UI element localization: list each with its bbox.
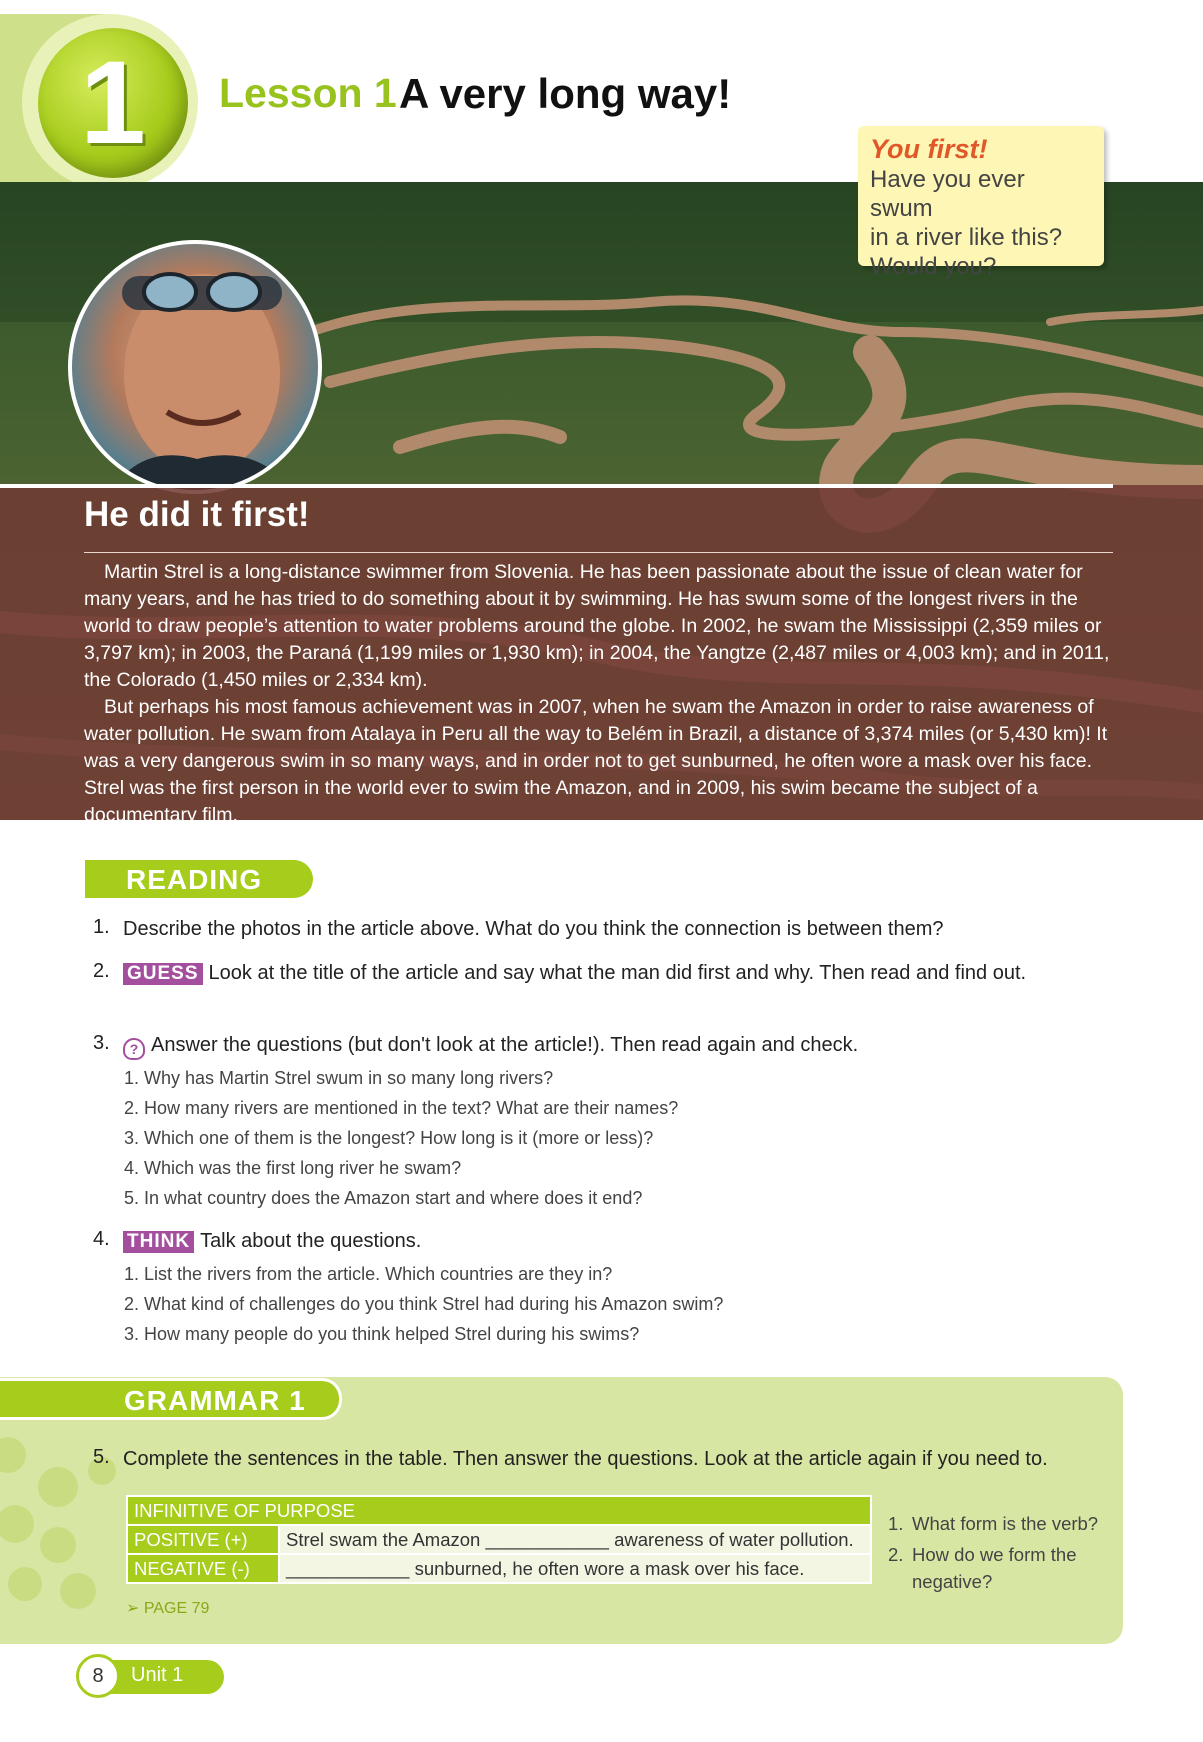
table-row	[127, 1554, 871, 1583]
list-item-number: 1.	[124, 1068, 140, 1088]
question-1	[93, 916, 1103, 946]
question-number: 4.	[93, 1228, 110, 1250]
article-divider	[0, 484, 1113, 488]
question-text: Talk about the questions.	[200, 1230, 422, 1252]
question-text: Answer the questions (but don't look at the article!). Then read again and check.	[151, 1034, 859, 1056]
list-item	[124, 1068, 1024, 1098]
guess-tag: GUESS	[123, 963, 203, 985]
list-item-number: 1.	[124, 1264, 140, 1284]
list-item	[124, 1264, 1024, 1294]
page-number: 8	[76, 1654, 120, 1698]
you-first-line: Would you?	[870, 253, 997, 280]
grammar-section-tab: GRAMMAR 1	[0, 1378, 342, 1420]
question-text: Look at the title of the article and say what the man did first and why. Then read and find out.	[208, 962, 1027, 984]
question-body	[123, 960, 1083, 987]
memory-head-icon: ?	[123, 1038, 145, 1060]
list-item	[124, 1188, 1024, 1218]
list-item-number: 4.	[124, 1158, 140, 1178]
you-first-line: in a river like this?	[870, 224, 1063, 251]
list-item	[124, 1098, 1024, 1128]
you-first-box	[858, 126, 1104, 280]
table-row	[127, 1525, 871, 1554]
arrow-circle-icon: ➢	[126, 1600, 140, 1617]
list-item-text: How do we form the negative?	[912, 1544, 1077, 1592]
infinitive-of-purpose-table	[126, 1495, 872, 1584]
row-label: NEGATIVE (-)	[127, 1554, 279, 1583]
list-item-number: 2.	[124, 1098, 140, 1118]
list-item-number: 2.	[124, 1294, 140, 1314]
you-first-title: You first!	[870, 134, 988, 164]
list-item	[124, 1294, 1024, 1324]
article-paragraph: But perhaps his most famous achievement was in 2007, when he swam the Amazon in order to raise awareness of water pollution. He swam from Atalaya in Peru all the way to Belém in Brazil, a distance of 3,374 miles (or 5,430 km)! It was a very dangerous swim in so many ways, and in order not to get sunburned, he often wore a mask over his face. Strel was the first person in the world ever to swim the Amazon, and in 2009, his swim became the subject of a documentary film.	[84, 696, 1108, 826]
question-number: 1.	[93, 916, 110, 938]
question-number: 2.	[93, 960, 110, 982]
list-item-text: What kind of challenges do you think Strel had during his Amazon swim?	[144, 1294, 724, 1314]
footer-unit-label: Unit 1	[131, 1664, 184, 1686]
list-item-number: 5.	[124, 1188, 140, 1208]
list-item-text: Which was the first long river he swam?	[144, 1158, 462, 1178]
row-label: POSITIVE (+)	[127, 1525, 279, 1554]
lesson-label: Lesson 1	[219, 70, 397, 116]
list-item	[124, 1128, 1024, 1158]
list-item	[124, 1158, 1024, 1188]
question-body	[123, 1228, 1083, 1255]
question-number: 3.	[93, 1032, 110, 1054]
think-tag: THINK	[123, 1231, 194, 1253]
list-item-text: What form is the verb?	[912, 1513, 1099, 1534]
question-text: Describe the photos in the article above. What do you think the connection is between them?	[123, 918, 944, 940]
question-2	[93, 960, 1103, 1016]
page-reference-link[interactable]	[126, 1598, 209, 1618]
list-item-number: 3.	[124, 1128, 140, 1148]
table-header-row	[127, 1496, 871, 1525]
lesson-title: A very long way!	[399, 70, 732, 117]
list-item-text: List the rivers from the article. Which countries are they in?	[144, 1264, 613, 1284]
question-4-subitems	[124, 1264, 1024, 1354]
list-item	[888, 1541, 1108, 1595]
list-item	[124, 1324, 1024, 1354]
list-item-text: Why has Martin Strel swum in so many long rivers?	[144, 1068, 554, 1088]
row-sentence: Strel swam the Amazon ____________ awareness of water pollution.	[279, 1525, 871, 1554]
list-item	[888, 1510, 1108, 1537]
list-item-number: 3.	[124, 1324, 140, 1344]
question-3	[93, 1032, 1103, 1062]
unit-number: 1	[80, 37, 146, 169]
reading-section-tab: READING	[85, 860, 313, 898]
article-title-rule	[84, 552, 1113, 553]
question-4	[93, 1228, 1103, 1258]
list-item-text: Which one of them is the longest? How long is it (more or less)?	[144, 1128, 654, 1148]
question-text: Complete the sentences in the table. Then answer the questions. Look at the article again if you need to.	[123, 1448, 1048, 1470]
question-3-subitems	[124, 1068, 1024, 1218]
list-item-text: How many people do you think helped Strel during his swims?	[144, 1324, 640, 1344]
grammar-side-questions	[888, 1510, 1108, 1595]
question-number: 5.	[93, 1446, 110, 1468]
article-body	[84, 559, 1114, 829]
page-reference-text: PAGE 79	[143, 1600, 210, 1617]
you-first-line: Have you ever swum	[870, 166, 1025, 222]
question-body	[123, 1032, 1083, 1060]
list-item-text: How many rivers are mentioned in the text? What are their names?	[144, 1098, 679, 1118]
list-item-number: 1.	[888, 1513, 904, 1534]
list-item-text: In what country does the Amazon start and where does it end?	[144, 1188, 643, 1208]
swimmer-portrait-photo	[68, 240, 322, 494]
article-title: He did it first!	[84, 495, 310, 534]
table-heading: INFINITIVE OF PURPOSE	[127, 1496, 871, 1525]
question-5	[93, 1446, 1113, 1476]
article-paragraph: Martin Strel is a long-distance swimmer from Slovenia. He has been passionate about the issue of clean water for many years, and he has tried to do something about it by swimming. He has swum some of the longest rivers in the world to draw people’s attention to water problems around the globe. In 2002, he swam the Mississippi (2,359 miles or 3,797 km); in 2003, the Paraná (1,199 miles or 1,930 km); in 2004, the Yangtze (2,487 miles or 4,003 km); and in 2011, the Colorado (1,450 miles or 2,334 km).	[84, 561, 1110, 691]
row-sentence: ____________ sunburned, he often wore a mask over his face.	[279, 1554, 871, 1583]
list-item-number: 2.	[888, 1544, 904, 1565]
